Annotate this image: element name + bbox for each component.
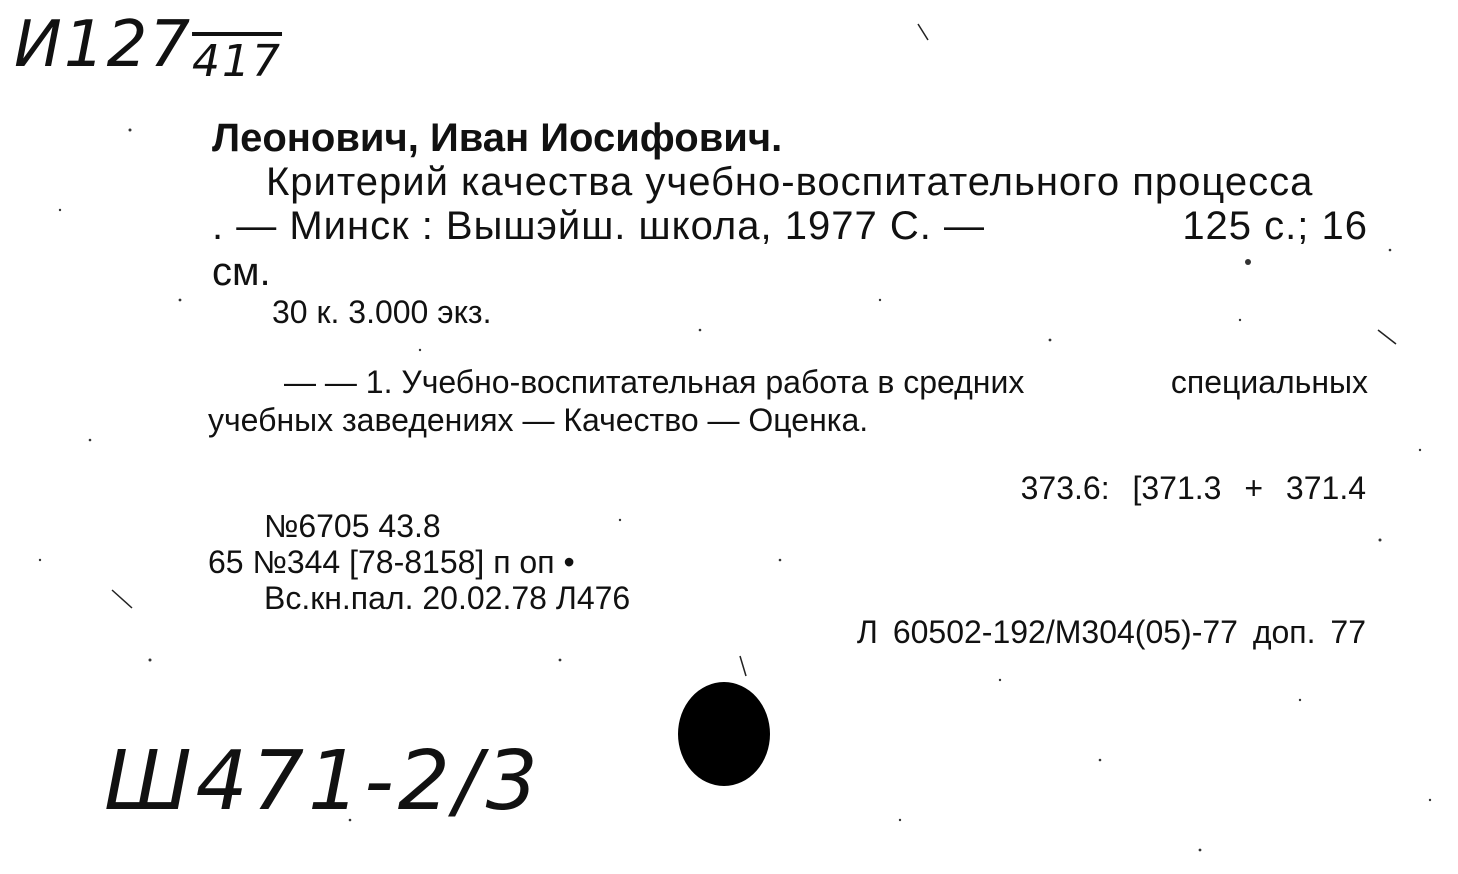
punch-hole xyxy=(678,682,770,786)
order-number: 65 №344 [78-8158] п оп • xyxy=(208,544,575,580)
title-line-2-left: . — Минск : Вышэйш. школа, 1977 С. — xyxy=(212,204,985,248)
subject-heading-line-1 xyxy=(284,364,1368,401)
registry-number: №6705 43.8 xyxy=(264,508,441,544)
title-line-3: см. xyxy=(212,250,271,294)
handwritten-shelf-code: И127 xyxy=(14,8,193,82)
title-line-1: Критерий качества учебно-воспитательного процесса xyxy=(266,160,1314,204)
udc-classification: 373.6: [371.3 + 371.4 xyxy=(1020,470,1366,506)
author-name: Леонович, Иван Иосифович. xyxy=(212,116,783,160)
subject-heading-line-2: учебных заведениях — Качество — Оценка. xyxy=(208,402,869,438)
publication-code: Л 60502-192/М304(05)-77 доп. 77 xyxy=(856,614,1366,650)
book-chamber-note: Вс.кн.пал. 20.02.78 Л476 xyxy=(264,580,631,616)
handwritten-shelf-mark xyxy=(14,8,283,87)
handwritten-shelf-fraction: 417 xyxy=(192,36,283,87)
handwritten-inventory-mark: Ш471-2/3 xyxy=(104,734,542,829)
price-edition: 30 к. 3.000 экз. xyxy=(272,294,492,330)
title-line-2 xyxy=(212,204,1368,249)
subject-heading-line-1-left: — — 1. Учебно-воспитательная работа в средних xyxy=(284,364,1025,400)
title-line-2-right: 125 с.; 16 xyxy=(1182,204,1368,248)
subject-heading-line-1-right: специальных xyxy=(1170,364,1368,400)
